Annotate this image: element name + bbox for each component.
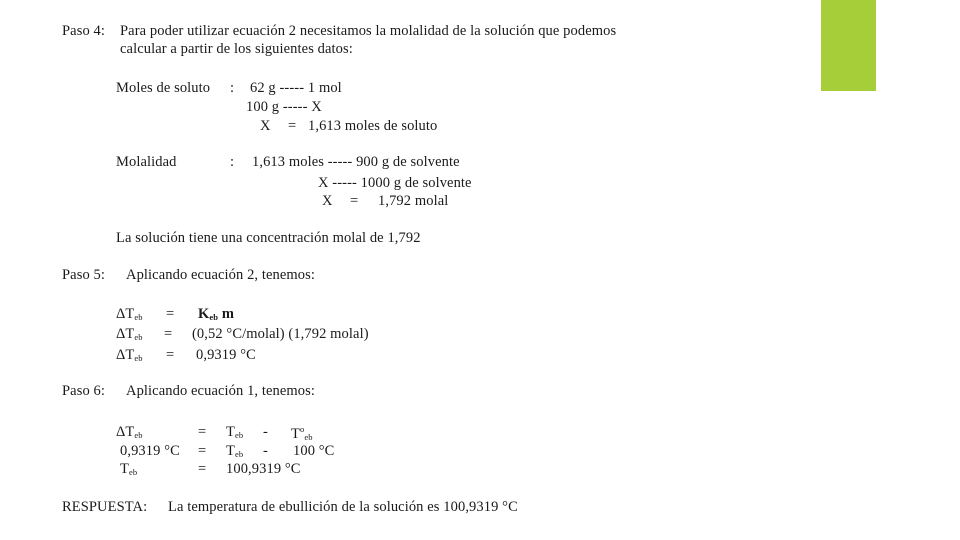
paso5-row2-lhs [116, 327, 143, 342]
m-symbol: m [221, 306, 235, 322]
paso6-row2-lhs: 0,9319 °C [120, 443, 180, 459]
paso5-row1-rhs [198, 307, 234, 322]
paso4-line1: Para poder utilizar ecuación 2 necesitamos la molalidad de la solución que podemos [120, 23, 617, 39]
moles-colon: : [230, 80, 235, 96]
eb-subscript: eb [304, 431, 313, 442]
paso6-row2-t [226, 444, 243, 459]
molalidad-result: 1,792 molal [378, 193, 449, 209]
paso5-row3-rhs: 0,9319 °C [196, 347, 256, 363]
delta-symbol: ΔT [116, 347, 135, 363]
eb-subscript: eb [134, 332, 143, 342]
delta-symbol: ΔT [116, 306, 135, 322]
molalidad-eq: = [350, 193, 359, 209]
moles-x: X [260, 118, 271, 134]
paso6-row3-lhs [120, 462, 137, 477]
paso6-row3-rhs: 100,9319 °C [226, 461, 301, 477]
molalidad-line2: X ----- 1000 g de solvente [318, 175, 472, 191]
paso4-label: Paso 4: [62, 23, 105, 39]
o-superscript: o [299, 424, 305, 434]
delta-symbol: ΔT [116, 326, 135, 342]
moles-line1: 62 g ----- 1 mol [250, 80, 342, 96]
paso6-row2-minus: - [263, 443, 268, 459]
paso5-row1-lhs [116, 307, 143, 322]
eb-subscript: eb [134, 353, 143, 363]
eb-subscript: eb [134, 312, 143, 322]
paso6-row1-t0 [291, 425, 313, 441]
molalidad-line1: 1,613 moles ----- 900 g de solvente [252, 154, 460, 170]
paso6-row1-lhs [116, 425, 143, 440]
paso4-line2: calcular a partir de los siguientes datos: [120, 41, 353, 57]
paso5-row3-lhs [116, 348, 143, 363]
moles-eq: = [288, 118, 297, 134]
accent-bar [821, 0, 876, 91]
t-symbol: T [120, 461, 129, 477]
paso6-text: Aplicando ecuación 1, tenemos: [126, 383, 316, 399]
t-symbol: T [291, 425, 300, 442]
eb-subscript: eb [134, 430, 143, 440]
eb-subscript: eb [209, 312, 219, 322]
paso6-row2-eq: = [198, 443, 207, 459]
delta-symbol: ΔT [116, 424, 135, 440]
paso5-row2-rhs: (0,52 °C/molal) (1,792 molal) [192, 326, 369, 342]
paso6-row1-minus: - [263, 424, 268, 440]
paso6-row1-eq: = [198, 424, 207, 440]
paso6-label: Paso 6: [62, 383, 105, 399]
paso6-row1-t [226, 425, 243, 440]
paso5-text: Aplicando ecuación 2, tenemos: [126, 267, 316, 283]
paso5-label: Paso 5: [62, 267, 105, 283]
paso5-row1-eq: = [166, 306, 175, 322]
t-symbol: T [226, 443, 235, 459]
molalidad-x: X [322, 193, 333, 209]
paso6-row2-rhs: 100 °C [293, 443, 335, 459]
moles-result: 1,613 moles de soluto [308, 118, 438, 134]
t-symbol: T [226, 424, 235, 440]
molalidad-colon: : [230, 154, 235, 170]
paso4-conclusion: La solución tiene una concentración molal de 1,792 [116, 230, 421, 246]
respuesta-text: La temperatura de ebullición de la solución es 100,9319 °C [168, 499, 518, 515]
eb-subscript: eb [128, 467, 138, 477]
moles-line2: 100 g ----- X [246, 99, 322, 115]
eb-subscript: eb [234, 430, 244, 440]
paso5-row2-eq: = [164, 326, 173, 342]
moles-label: Moles de soluto [116, 80, 211, 96]
respuesta-label: RESPUESTA: [62, 499, 148, 515]
paso6-row3-eq: = [198, 461, 207, 477]
paso5-row3-eq: = [166, 347, 175, 363]
molalidad-label: Molalidad [116, 154, 177, 170]
k-symbol: K [198, 306, 210, 322]
eb-subscript: eb [234, 449, 244, 459]
